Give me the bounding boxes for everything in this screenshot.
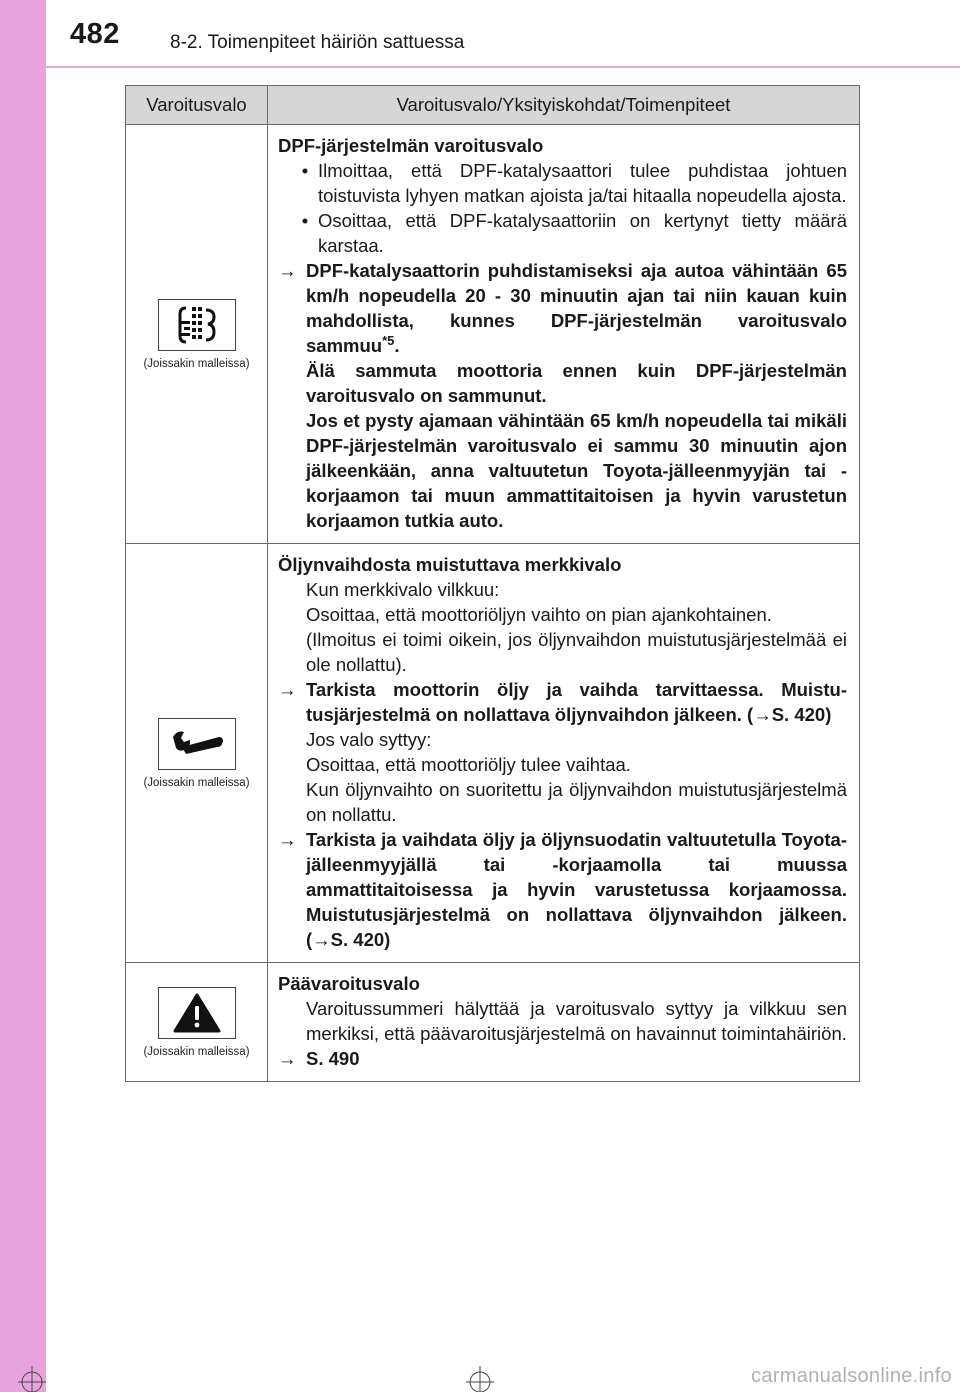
action-text: Jos et pysty ajamaan vähintään 65 km/h nopeudella tai mikäli DPF-järjestelmän varoitusvalo ei sammu 30 minuutin ajon jälkeenkään, anna valtuutetun Toyota-jälleenmyyjän tai -korjaamon tai muun ammattitaitoisen ja hyvin varustetun korjaamon tutkia auto. bbox=[306, 410, 847, 531]
action-text: Tarkista moottorin öljy ja vaihda tarvittaessa. Muistutusjärjestelmä on nollattava öljynvaihdon jälkeen. (→S. 420) bbox=[306, 679, 847, 725]
arrow-icon: → bbox=[278, 829, 297, 850]
details-cell bbox=[268, 544, 860, 963]
dpf-warning-icon bbox=[170, 305, 224, 345]
action-item bbox=[278, 677, 847, 727]
footnote-mark: *5 bbox=[382, 332, 395, 348]
action-item bbox=[278, 827, 847, 952]
detail-text: Varoitussummeri hälyttää ja varoitusvalo syttyy ja vilkkuu sen merkiksi, että päävaroitusjärjestelmä on havainnut toimintahäiriön. bbox=[306, 998, 847, 1044]
action-text: Älä sammuta moottoria ennen kuin DPF-järjestelmän varoitusvalo on sammunut. bbox=[306, 360, 847, 406]
action-text: S. 490 bbox=[306, 1048, 360, 1069]
details-cell bbox=[268, 963, 860, 1082]
crop-mark-icon bbox=[10, 1348, 54, 1392]
action-text: Tarkista ja vaihdata öljy ja öljynsuodatin valtuutetulla Toyota-jälleenmyyjällä tai -korjaamolla tai muussa ammattitaitoisessa ja hyvin varustetussa korjaamossa. Muistutusjärjestelmä on nollattava öljynvaihdon jälkeen. (→S. 420) bbox=[306, 829, 847, 950]
table-row bbox=[126, 544, 860, 963]
light-title: DPF-järjestelmän varoitusvalo bbox=[278, 135, 544, 156]
side-color-band bbox=[0, 0, 46, 1392]
warning-lights-table bbox=[125, 85, 860, 1082]
table-row bbox=[126, 963, 860, 1082]
bullet-glyph: • bbox=[301, 160, 309, 181]
list-item bbox=[278, 158, 847, 208]
light-title: Päävaroitusvalo bbox=[278, 973, 420, 994]
icon-frame bbox=[158, 718, 236, 770]
watermark: carmanualsonline.info bbox=[751, 1365, 952, 1387]
crop-mark-icon bbox=[458, 1348, 502, 1392]
detail-text: (Ilmoitus ei toimi oikein, jos öljynvaihdon muistutusjärjestelmää ei ole nollattu). bbox=[306, 629, 847, 675]
wrench-icon bbox=[169, 728, 225, 760]
light-title: Öljynvaihdosta muistuttava merkkivalo bbox=[278, 554, 622, 575]
detail-text: Kun merkkivalo vilkkuu: bbox=[306, 579, 500, 600]
detail-text: Osoittaa, että moottoriöljy tulee vaihtaa. bbox=[306, 754, 631, 775]
bullet-glyph: • bbox=[301, 210, 309, 231]
arrow-icon: → bbox=[278, 260, 297, 281]
header-rule bbox=[46, 66, 960, 68]
detail-text: Kun öljynvaihto on suoritettu ja öljynvaihdon muistutusjärjestelmä on nollattu. bbox=[306, 779, 847, 825]
detail-text: Jos valo syttyy: bbox=[306, 729, 432, 750]
model-note: (Joissakin malleissa) bbox=[143, 776, 250, 789]
model-note: (Joissakin malleissa) bbox=[143, 357, 250, 370]
section-title: 8-2. Toimenpiteet häiriön sattuessa bbox=[170, 32, 465, 53]
icon-frame bbox=[158, 987, 236, 1039]
punctuation: . bbox=[394, 335, 400, 356]
icon-cell bbox=[126, 544, 268, 963]
col-header-warning-light: Varoitusvalo bbox=[126, 86, 268, 125]
col-header-details: Varoitusvalo/Yksityiskohdat/Toimenpiteet bbox=[268, 86, 860, 125]
icon-cell bbox=[126, 963, 268, 1082]
arrow-icon: → bbox=[278, 1048, 297, 1069]
action-item bbox=[278, 258, 847, 358]
detail-text: Osoittaa, että moottoriöljyn vaihto on pian ajankohtainen. bbox=[306, 604, 772, 625]
bullet-text: Osoittaa, että DPF-katalysaattoriin on kertynyt tietty määrä karstaa. bbox=[318, 210, 847, 256]
table-row bbox=[126, 125, 860, 544]
table-header-row bbox=[126, 86, 860, 125]
action-text: DPF-katalysaattorin puhdistamiseksi aja autoa vähintään 65 km/h nopeudella 20 - 30 minuutin ajan tai niin kauan kuin mahdollista, kunnes DPF-järjestelmän varoitusvalo sammuu bbox=[306, 260, 847, 356]
master-warning-icon bbox=[172, 992, 222, 1034]
model-note: (Joissakin malleissa) bbox=[143, 1045, 250, 1058]
icon-frame bbox=[158, 299, 236, 351]
arrow-icon: → bbox=[278, 679, 297, 700]
action-item bbox=[278, 1046, 847, 1071]
page-number: 482 bbox=[70, 18, 120, 50]
bullet-text: Ilmoittaa, että DPF-katalysaattori tulee puhdistaa johtuen toistuvista lyhyen matkan ajoista ja/tai hitaalla nopeudella ajosta. bbox=[318, 160, 847, 206]
icon-cell bbox=[126, 125, 268, 544]
details-cell bbox=[268, 125, 860, 544]
list-item bbox=[278, 208, 847, 258]
